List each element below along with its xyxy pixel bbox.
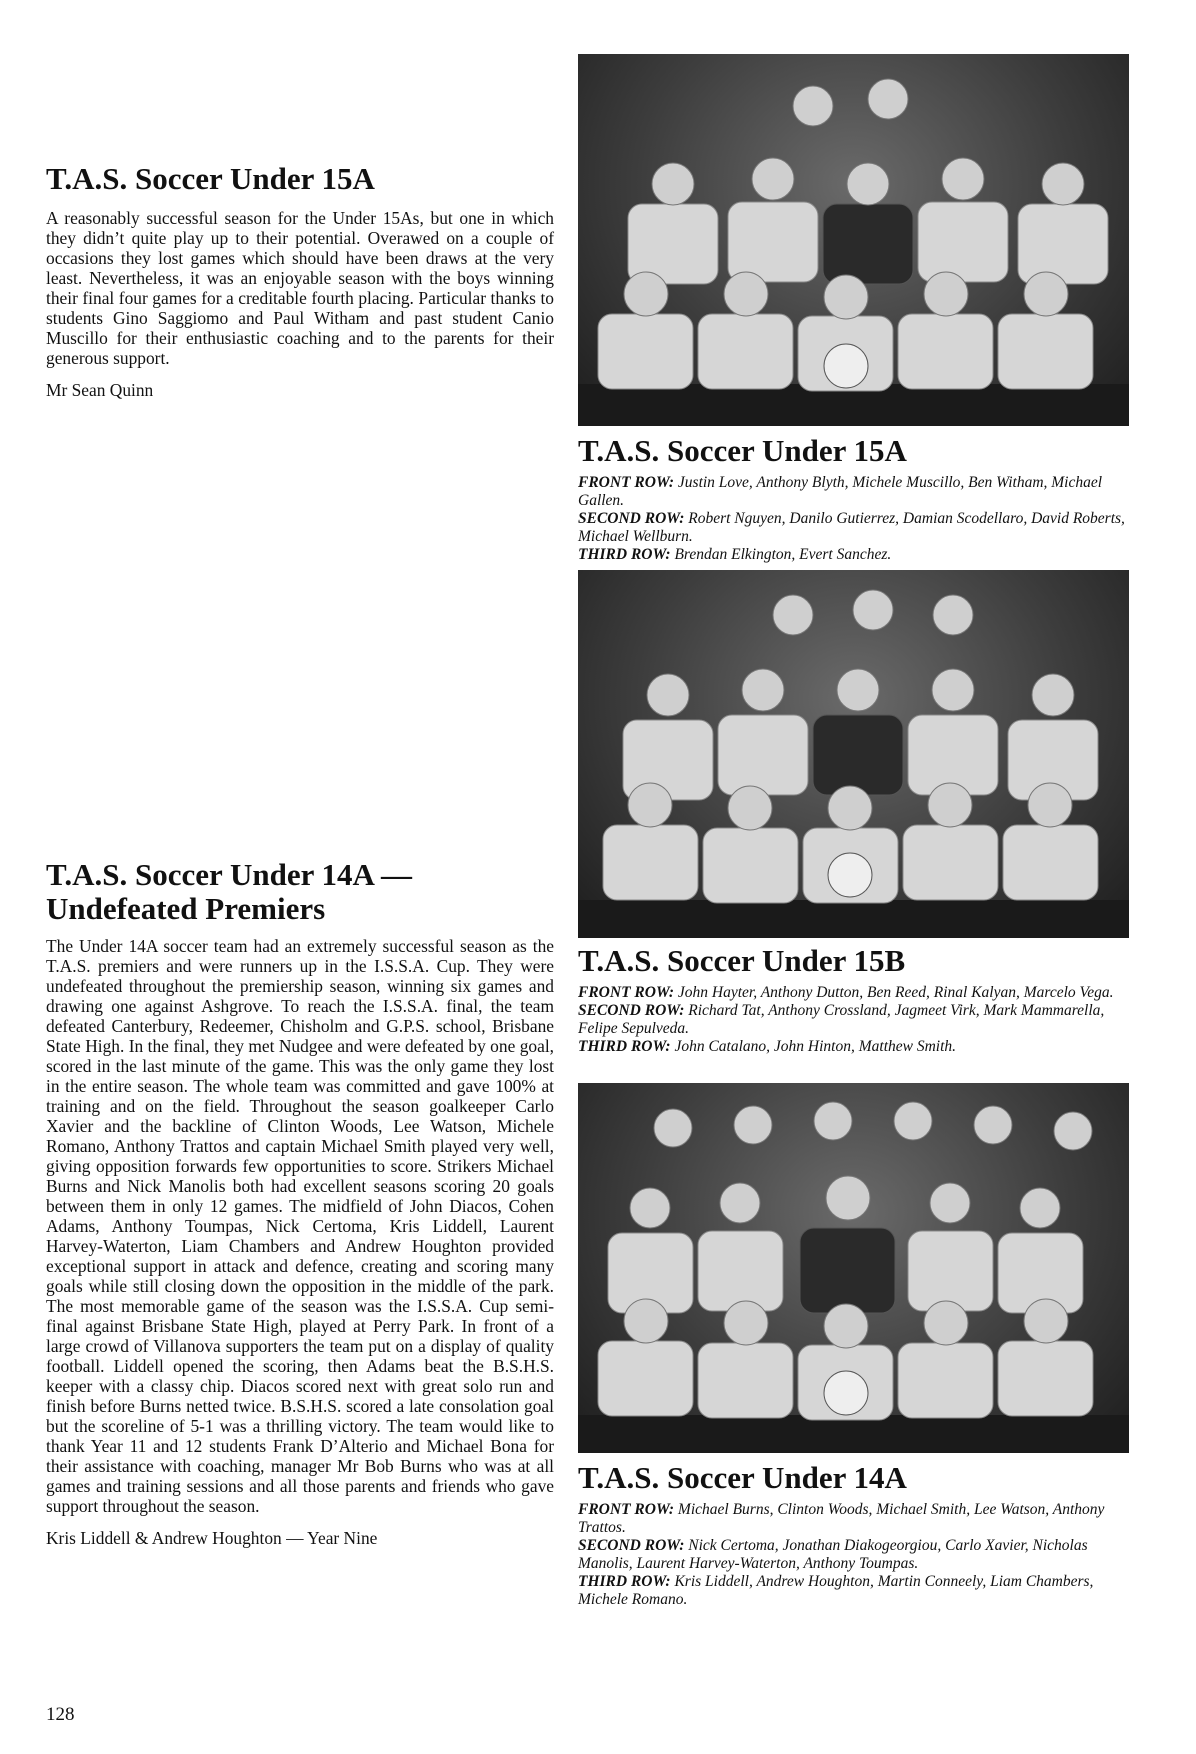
article-paragraph: The Under 14A soccer team had an extremely successful season as the T.A.S. premiers and were runners up in the I.S.S.A. Cup. They were undefeated throughout the premiership season, winning six games and drawing one against Ashgrove. To reach the I.S.S.A. final, the team defeated Canterbury, Redeemer, Chisholm and G.P.S. school, Brisbane State High. In the final, they met Nudgee and were defeated by one goal, scored in the last minute of the game. This was the only game they lost in the entire season. The whole team was committed and gave 100% at training and on the field. Throughout the season goalkeeper Carlo Xavier and the backline of Clinton Woods, Lee Watson, Michele Romano, Anthony Trattos and captain Michael Smith played very well, giving opposition forwards few opportunities to score. Strikers Michael Burns and Nick Manolis both had excellent seasons scoring 20 goals between them in only 12 games. The midfield of John Diacos, Cohen Adams, Anthony Toumpas, Nick Certoma, Kris Liddell, Laurent Harvey-Waterton, Liam Chambers and Andrew Houghton provided exceptional support in attack and defence, creating and scoring many goals while still closing down the opposition in the middle of the park. The most memorable game of the season was the I.S.S.A. Cup semi-final against Brisbane State High, played at Perry Park. In front of a large crowd of Villanova supporters the team put on a display of quality football. Liddell opened the scoring, then Adams beat the B.S.H.S. keeper with a classy chip. Diacos scored next with great solo run and finish before Burns netted twice. B.S.H.S. scored a late consolation goal but the scoreline of 5-1 was a thrilling victory. The team would like to thank Year 11 and 12 students Frank D’Alterio and Michael Bona for their assistance with coaching, manager Mr Bob Burns who was at all games and training sessions and all those parents and friends who gave support throughout the season. xyxy=(46,936,554,1516)
caption-third-row: THIRD ROW: Brendan Elkington, Evert Sanchez. xyxy=(578,546,892,563)
article-paragraph: A reasonably successful season for the Under 15As, but one in which they didn’t quite play up to their potential. Overawed on a couple of occasions they lost games which should have been draws at the very least. Nevertheless, it was an enjoyable season with the boys winning their final four games for a creditable fourth placing. Particular thanks to students Gino Saggiomo and Paul Witham and past student Canio Muscillo for their enthusiastic coaching and to the parents for their generous support. xyxy=(46,208,554,368)
caption-front-row: FRONT ROW: John Hayter, Anthony Dutton, Ben Reed, Rinal Kalyan, Marcelo Vega. xyxy=(578,984,1114,1001)
team-photo-image xyxy=(578,54,1129,426)
caption-text xyxy=(578,474,1129,564)
article-body xyxy=(46,208,554,368)
photo-caption-u14a xyxy=(578,1461,1129,1609)
team-photo-u14a xyxy=(578,1083,1129,1453)
caption-front-row: FRONT ROW: Justin Love, Anthony Blyth, Michele Muscillo, Ben Witham, Michael Gallen. xyxy=(578,474,1103,509)
photo-caption-u15a xyxy=(578,434,1129,564)
team-photo-u15a xyxy=(578,54,1129,426)
caption-second-row: SECOND ROW: Richard Tat, Anthony Crossland, Jagmeet Virk, Mark Mammarella, Felipe Sepulveda. xyxy=(578,1002,1105,1037)
team-photo-image xyxy=(578,570,1129,938)
article-u14a xyxy=(46,858,554,1548)
caption-front-row: FRONT ROW: Michael Burns, Clinton Woods, Michael Smith, Lee Watson, Anthony Trattos. xyxy=(578,1501,1105,1536)
caption-second-row: SECOND ROW: Nick Certoma, Jonathan Diakogeorgiou, Carlo Xavier, Nicholas Manolis, Laurent Harvey-Waterton, Anthony Toumpas. xyxy=(578,1537,1088,1572)
article-title: T.A.S. Soccer Under 14A — Undefeated Premiers xyxy=(46,857,412,926)
page-number: 128 xyxy=(46,1704,75,1725)
caption-third-row: THIRD ROW: John Catalano, John Hinton, Matthew Smith. xyxy=(578,1038,957,1055)
team-photo-image xyxy=(578,1083,1129,1453)
caption-third-row: THIRD ROW: Kris Liddell, Andrew Houghton, Martin Conneely, Liam Chambers, Michele Romano. xyxy=(578,1573,1094,1608)
caption-text xyxy=(578,984,1129,1056)
caption-title: T.A.S. Soccer Under 14A xyxy=(578,1460,907,1495)
article-author: Mr Sean Quinn xyxy=(46,380,154,400)
photo-caption-u15b xyxy=(578,944,1129,1056)
article-author: Kris Liddell & Andrew Houghton — Year Nine xyxy=(46,1528,378,1548)
caption-title: T.A.S. Soccer Under 15A xyxy=(578,433,907,468)
caption-text xyxy=(578,1501,1129,1609)
article-body xyxy=(46,936,554,1516)
article-u15a xyxy=(46,162,554,400)
article-title: T.A.S. Soccer Under 15A xyxy=(46,161,375,196)
caption-second-row: SECOND ROW: Robert Nguyen, Danilo Gutierrez, Damian Scodellaro, David Roberts, Michael Wellburn. xyxy=(578,510,1125,545)
team-photo-u15b xyxy=(578,570,1129,938)
caption-title: T.A.S. Soccer Under 15B xyxy=(578,943,906,978)
